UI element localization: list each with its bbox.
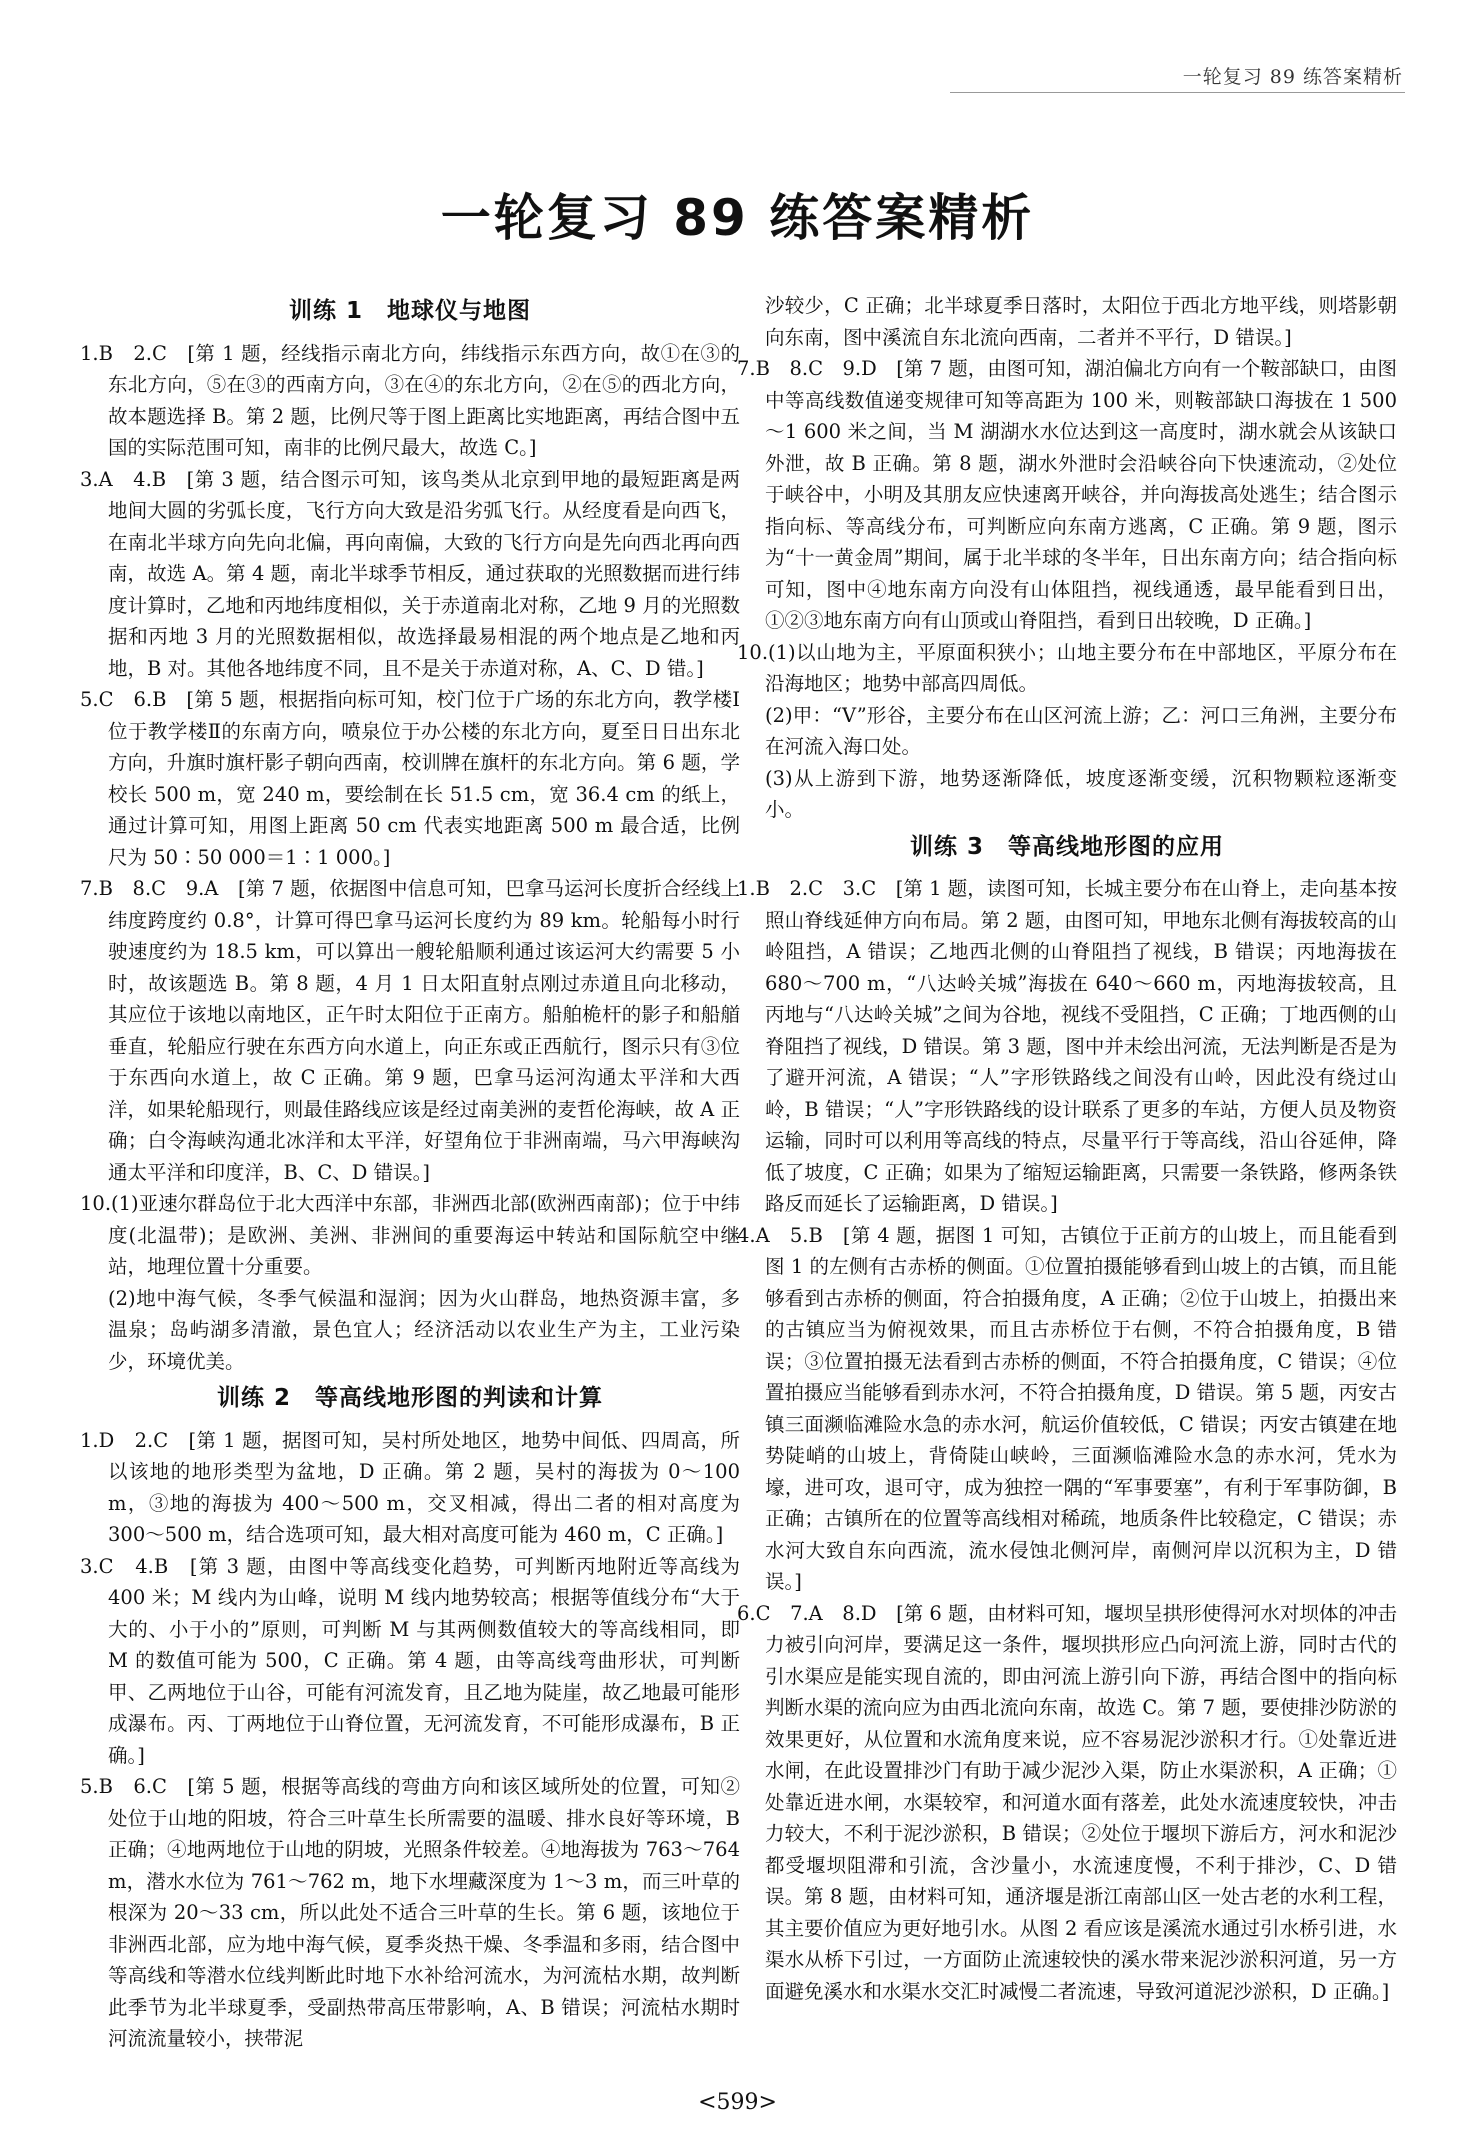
answer-continuation: (2)甲：“V”形谷，主要分布在山区河流上游；乙：河口三角洲，主要分布在河流入海口处。 xyxy=(765,703,1397,758)
answer-item: 10.(1)亚速尔群岛位于北大西洋中东部，非洲西北部(欧洲西南部)；位于中纬度(北温带)；是欧洲、美洲、非洲间的重要海运中转站和国际航空中继站，地理位置十分重要。 xyxy=(80,1192,740,1278)
answer-item: 1.D 2.C [第 1 题，据图可知，吴村所处地区，地势中间低、四周高，所以该地的地形类型为盆地，D 正确。第 2 题，吴村的海拔为 0～100 m，③地的海拔为 400～500 m，交叉相减，得出二者的相对高度为 300～500 m，结合选项可知，最大相对高度可能为 460 m，C 正确。] xyxy=(80,1428,740,1546)
answer-item: 5.B 6.C [第 5 题，根据等高线的弯曲方向和该区域所处的位置，可知②处位于山地的阳坡，符合三叶草生长所需要的温暖、排水良好等环境，B 正确；④地两地位于山地的阴坡，光照条件较差。④地海拔为 763～764 m，潜水水位为 761～762 m，地下水埋藏深度为 1～3 m，而三叶草的根深为 20～33 cm，所以此处不适合三叶草的生长。第 6 题，该地位于非洲西北部，应为地中海气候，夏季炎热干燥、冬季温和多雨，结合图中等高线和等潜水位线判断此时地下水补给河流水，为河流枯水期，故判断此季节为北半球夏季，受副热带高压带影响，A、B 错误；河流枯水期时河流流量较小，挟带泥 xyxy=(80,1775,740,2050)
answer-item: 3.A 4.B [第 3 题，结合图示可知，该鸟类从北京到甲地的最短距离是两地间大圆的劣弧长度，飞行方向大致是沿劣弧飞行。从经度看是向西飞，在南北半球方向先向北偏，再向南偏，大致的飞行方向是先向西北再向西南，故选 A。第 4 题，南北半球季节相反，通过获取的光照数据而进行纬度计算时，乙地和丙地纬度相似，关于赤道南北对称，乙地 9 月的光照数据和丙地 3 月的光照数据相似，故选择最易相混的两个地点是乙地和丙地，B 对。其他各地纬度不同，且不是关于赤道对称，A、C、D 错。] xyxy=(80,467,740,680)
header-rule xyxy=(950,92,1405,93)
running-header: 一轮复习 89 练答案精析 xyxy=(1182,66,1403,88)
answer-item: 3.C 4.B [第 3 题，由图中等高线变化趋势，可判断丙地附近等高线为 400 米；M 线内为山峰，说明 M 线内地势较高；根据等值线分布“大于大的、小于小的”原则，可判断 M 与其两侧数值较大的等高线相同，即 M 的数值可能为 500，C 正确。第 4 题，由等高线弯曲形状，可判断甲、乙两地位于山谷，可能有河流发育，且乙地为陡崖，故乙地最可能形成瀑布。丙、丁两地位于山脊位置，无河流发育，不可能形成瀑布，B 正确。] xyxy=(80,1554,740,1767)
section-title: 训练 3 等高线地形图的应用 xyxy=(909,833,1224,860)
answer-item: 6.C 7.A 8.D [第 6 题，由材料可知，堰坝呈拱形使得河水对坝体的冲击力被引向河岸，要满足这一条件，堰坝拱形应凸向河流上游，同时古代的引水渠应是能实现自流的，即由河流上游引向下游，再结合图中的指向标判断水渠的流向应为由西北流向东南，故选 C。第 7 题，要使排沙防淤的效果更好，从位置和水流角度来说，应不容易泥沙淤积才行。①处靠近进水闸，在此设置排沙门有助于减少泥沙入渠，防止水渠淤积，A 正确；①处靠近进水闸，水渠较窄，和河道水面有落差，此处水流速度较快，冲击力较大，不利于泥沙淤积，B 错误；②处位于堰坝下游后方，河水和泥沙都受堰坝阻滞和引流，含沙量小，水流速度慢，不利于排沙，C、D 错误。第 8 题，由材料可知，通济堰是浙江南部山区一处古老的水利工程，其主要价值应为更好地引水。从图 2 看应该是溪流水通过引水桥引进，水渠水从桥下引过，一方面防止流速较快的溪水带来泥沙淤积河道，另一方面避免溪水和水渠水交汇时减慢二者流速，导致河道泥沙淤积，D 正确。] xyxy=(737,1601,1397,2003)
section-title: 训练 2 等高线地形图的判读和计算 xyxy=(216,1385,603,1411)
answer-item: 7.B 8.C 9.D [第 7 题，由图可知，湖泊偏北方向有一个鞍部缺口，由图中等高线数值递变规律可知等高距为 100 米，则鞍部缺口海拔在 1 500～1 600 米之间，当 M 湖湖水水位达到这一高度时，湖水就会从该缺口外泄，故 B 正确。第 8 题，湖水外泄时会沿峡谷向下快速流动，②处位于峡谷中，小明及其朋友应快速离开峡谷，并向海拔高处逃生；结合图示指向标、等高线分布，可判断应向东南方逃离，C 正确。第 9 题，图示为“十一黄金周”期间，属于北半球的冬半年，日出东南方向；结合指向标可知，图中④地东南方向没有山体阻挡，视线通透，最早能看到日出，①②③地东南方向有山顶或山脊阻挡，看到日出较晚，D 正确。] xyxy=(737,357,1397,632)
answer-continuation: 沙较少，C 正确；北半球夏季日落时，太阳位于西北方地平线，则塔影朝向东南，图中溪流自东北流向西南，二者并不平行，D 错误。] xyxy=(765,294,1397,349)
answer-item: 5.C 6.B [第 5 题，根据指向标可知，校门位于广场的东北方向，教学楼Ⅰ位于教学楼Ⅱ的东南方向，喷泉位于办公楼的东北方向，夏至日日出东北方向，升旗时旗杆影子朝向西南，校训牌在旗杆的东北方向。第 6 题，学校长 500 m，宽 240 m，要绘制在长 51.5 cm，宽 36.4 cm 的纸上，通过计算可知，用图上距离 50 cm 代表实地距离 500 m 最合适，比例尺为 50∶50 000＝1∶1 000。] xyxy=(80,688,740,869)
answer-item: 10.(1)以山地为主，平原面积狭小；山地主要分布在中部地区，平原分布在沿海地区；地势中部高四周低。 xyxy=(737,640,1397,695)
left-column xyxy=(80,290,740,2055)
section-title: 训练 1 地球仪与地图 xyxy=(288,298,531,324)
answer-item: 1.B 2.C 3.C [第 1 题，读图可知，长城主要分布在山脊上，走向基本按照山脊线延伸方向布局。第 2 题，由图可知，甲地东北侧有海拔较高的山岭阻挡，A 错误；乙地西北侧的山脊阻挡了视线，B 错误；丙地海拔在 680～700 m，“八达岭关城”海拔在 640～660 m，丙地海拔较高，且丙地与“八达岭关城”之间为谷地，视线不受阻挡，C 正确；丁地西侧的山脊阻挡了视线，D 错误。第 3 题，图中并未绘出河流，无法判断是否是为了避开河流，A 错误；“人”字形铁路线之间没有山岭，因此没有绕过山岭，B 错误；“人”字形铁路线的设计联系了更多的车站，方便人员及物资运输，同时可以利用等高线的特点，尽量平行于等高线，沿山谷延伸，降低了坡度，C 正确；如果为了缩短运输距离，只需要一条铁路，修两条铁路反而延长了运输距离，D 错误。] xyxy=(737,877,1397,1215)
page-number: <599> xyxy=(698,2090,777,2115)
right-column xyxy=(737,290,1397,2007)
answer-continuation: (2)地中海气候，冬季气候温和湿润；因为火山群岛，地热资源丰富，多温泉；岛屿湖多清澈，景色宜人；经济活动以农业生产为主，工业污染少，环境优美。 xyxy=(108,1286,740,1373)
answer-item: 1.B 2.C [第 1 题，经线指示南北方向，纬线指示东西方向，故①在③的东北方向，⑤在③的西南方向，③在④的东北方向，②在⑤的西北方向，故本题选择 B。第 2 题，比例尺等于图上距离比实地距离，再结合图中五国的实际范围可知，南非的比例尺最大，故选 C。] xyxy=(80,341,740,459)
page-title: 一轮复习 89 练答案精析 xyxy=(440,189,1035,247)
answer-continuation: (3)从上游到下游，地势逐渐降低，坡度逐渐变缓，沉积物颗粒逐渐变小。 xyxy=(765,766,1397,821)
answer-item: 4.A 5.B [第 4 题，据图 1 可知，古镇位于正前方的山坡上，而且能看到图 1 的左侧有古赤桥的侧面。①位置拍摄能够看到山坡上的古镇，而且能够看到古赤桥的侧面，符合拍摄角度，A 正确；②位于山坡上，拍摄出来的古镇应当为俯视效果，而且古赤桥位于右侧，不符合拍摄角度，B 错误；③位置拍摄无法看到古赤桥的侧面，不符合拍摄角度，C 错误；④位置拍摄应当能够看到赤水河，不符合拍摄角度，D 错误。第 5 题，丙安古镇三面濒临滩险水急的赤水河，航运价值较低，C 错误；丙安古镇建在地势陡峭的山坡上，背倚陡山峡岭，三面濒临滩险水急的赤水河，凭水为壕，进可攻，退可守，成为独控一隅的“军事要塞”，有利于军事防御，B 正确；古镇所在的位置等高线相对稀疏，地质条件比较稳定，C 错误；赤水河大致自东向西流，流水侵蚀北侧河岸，南侧河岸以沉积为主，D 错误。] xyxy=(737,1223,1397,1593)
answer-item: 7.B 8.C 9.A [第 7 题，依据图中信息可知，巴拿马运河长度折合经线上纬度跨度约 0.8°，计算可得巴拿马运河长度约为 89 km。轮船每小时行驶速度约为 18.5 km，可以算出一艘轮船顺利通过该运河大约需要 5 小时，故该题选 B。第 8 题，4 月 1 日太阳直射点刚过赤道且向北移动，其应位于该地以南地区，正午时太阳位于正南方。船舶桅杆的影子和船艏垂直，轮船应行驶在东西方向水道上，向正东或正西航行，图示只有③位于东西向水道上，故 C 正确。第 9 题，巴拿马运河沟通太平洋和大西洋，如果轮船现行，则最佳路线应该是经过南美洲的麦哲伦海峡，故 A 正确；白令海峡沟通北冰洋和太平洋，好望角位于非洲南端，马六甲海峡沟通太平洋和印度洋，B、C、D 错误。] xyxy=(80,877,740,1184)
